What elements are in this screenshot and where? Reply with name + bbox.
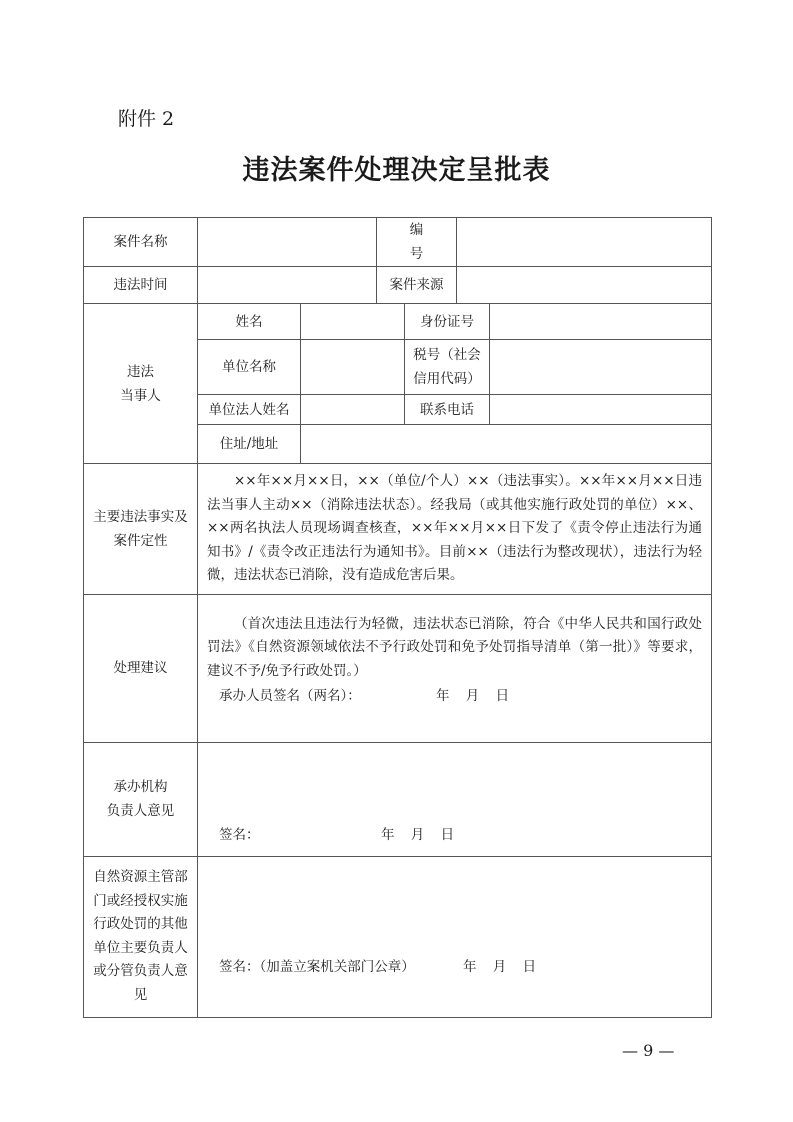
unit-name-label: 单位名称 (198, 340, 301, 395)
page-number: — 9 — (622, 1041, 675, 1060)
violation-time-field[interactable] (198, 267, 377, 304)
row-dept-opinion (84, 742, 712, 856)
handler-sign-label: 承办人员签名（两名）： (219, 688, 361, 704)
leader-sign-label: 签名：（加盖立案机关部门公章） (219, 958, 415, 975)
number-label: 编 号 (377, 218, 457, 267)
party-label-line2: 当事人 (120, 387, 161, 404)
handler-signature-line (207, 685, 702, 709)
suggestion-text[interactable]: （首次违法且违法行为轻微，违法状态已消除，符合《中华人民共和国行政处罚法》《自然资源领域依法不予行政处罚和免予处罚指导清单（第一批）》等要求，建议不予/免予行政处罚。） (207, 615, 703, 679)
number-field[interactable] (457, 218, 712, 267)
row-facts (84, 464, 712, 595)
case-name-field[interactable] (198, 218, 377, 267)
dept-date: 年 月 日 (381, 826, 461, 843)
dept-opinion-label (84, 742, 198, 856)
row-suggestion (84, 594, 712, 742)
facts-label (84, 464, 198, 595)
row-violation-time (84, 267, 712, 304)
address-label: 住址/地址 (198, 425, 301, 464)
leader-label-line-0: 自然资源主管部 (93, 869, 188, 885)
party-label-line1: 违法 (127, 363, 154, 380)
violation-time-label: 违法时间 (84, 267, 198, 304)
approval-form-table (83, 217, 712, 1018)
facts-label-line2: 案件定性 (113, 532, 168, 549)
suggestion-label: 处理建议 (84, 594, 198, 742)
name-label: 姓名 (198, 304, 301, 340)
leader-label-line-1: 门或经授权实施 (93, 892, 188, 909)
tax-id-field[interactable] (490, 340, 712, 395)
leader-label-line-4: 或分管负责人意 (93, 963, 188, 979)
leader-opinion-label (84, 856, 198, 1017)
address-field[interactable] (301, 425, 712, 464)
leader-label-line-2: 行政处罚的其他 (93, 916, 188, 932)
id-number-field[interactable] (490, 304, 712, 340)
case-source-field[interactable] (457, 267, 712, 304)
row-leader-opinion (84, 856, 712, 1017)
legal-rep-label: 单位法人姓名 (198, 395, 301, 425)
unit-name-field[interactable] (301, 340, 405, 395)
dept-opinion-field[interactable] (198, 742, 712, 856)
case-name-label: 案件名称 (84, 218, 198, 267)
facts-text[interactable]: ××年××月××日，××（单位/个人）××（违法事实）。××年××月××日违法当事人主动××（消除违法状态）。经我局（或其他实施行政处罚的单位）××、××两名执法人员现场调查核查，××年××月××日下发了《责令停止违法行为通知书》/《责令改正违法行为通知书》。目前××（违法行为整改现状），违法行为轻微，违法状态已消除，没有造成危害后果。 (198, 464, 712, 595)
leader-date: 年 月 日 (463, 958, 543, 975)
dept-opinion-label-line2: 负责人意见 (106, 803, 175, 819)
phone-label: 联系电话 (405, 395, 490, 425)
case-source-label: 案件来源 (377, 267, 457, 304)
id-number-label: 身份证号 (405, 304, 490, 340)
tax-id-label (405, 340, 490, 395)
leader-opinion-field[interactable] (198, 856, 712, 1017)
leader-label-line-5: 见 (133, 986, 148, 1003)
row-party-name (84, 304, 712, 340)
legal-rep-field[interactable] (301, 395, 405, 425)
tax-id-label-line1: 税号（社会 (413, 347, 481, 363)
leader-label-line-3: 单位主要负责人 (93, 939, 188, 956)
handler-date: 年 月 日 (436, 688, 516, 704)
tax-id-label-line2: 信用代码） (413, 371, 481, 387)
dept-sign-label: 签名： (219, 826, 260, 843)
row-case-name (84, 218, 712, 267)
phone-field[interactable] (490, 395, 712, 425)
dept-opinion-label-line1: 承办机构 (113, 779, 168, 795)
facts-label-line1: 主要违法事实及 (93, 508, 188, 525)
name-field[interactable] (301, 304, 405, 340)
page-title: 违法案件处理决定呈批表 (242, 155, 551, 186)
suggestion-cell (198, 594, 712, 742)
attachment-label: 附件 2 (118, 108, 175, 130)
party-label (84, 304, 198, 464)
